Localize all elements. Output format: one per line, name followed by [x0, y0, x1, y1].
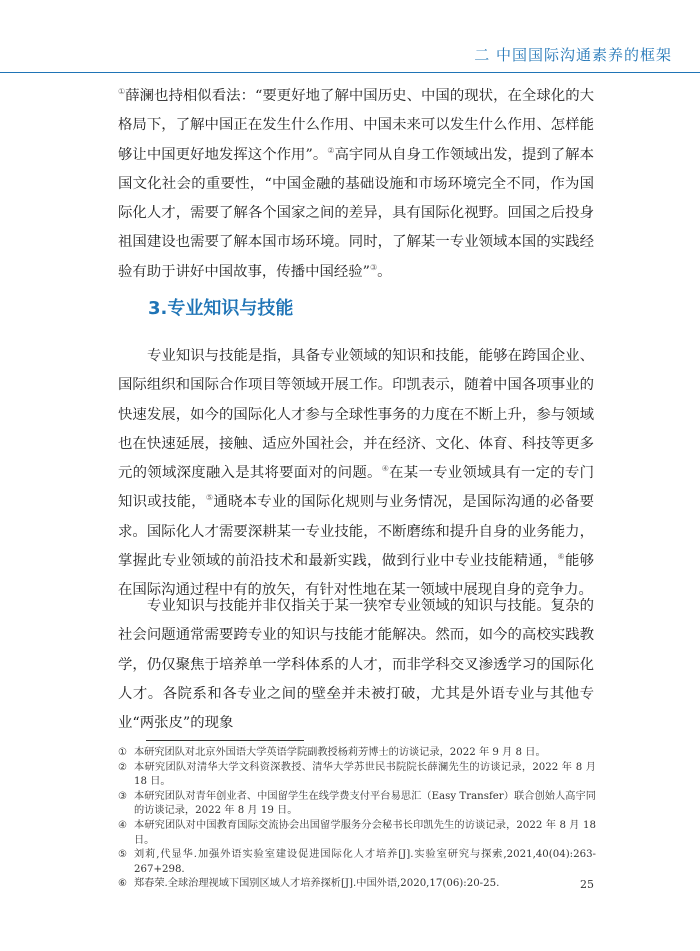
footnote-4-mark: ④ [118, 819, 128, 831]
footnote-3-mark: ③ [118, 790, 128, 802]
footnote-separator [146, 740, 304, 741]
footnote-1 [118, 746, 596, 761]
body-paragraph-2 [118, 342, 594, 606]
footnote-1-text: 本研究团队对北京外国语大学英语学院副教授杨莉芳博士的访谈记录，2022 年 9 月 8 日。 [134, 747, 546, 758]
footnote-6-mark: ⑥ [118, 878, 128, 890]
footnote-ref-4[interactable]: ④ [381, 464, 390, 474]
footnotes [118, 746, 596, 892]
footnote-3-text: 本研究团队对青年创业者、中国留学生在线学费支付平台易思汇（Easy Transfer）联合创始人高宇同的访谈记录，2022 年 8 月 19 日。 [134, 790, 596, 817]
footnote-1-mark: ① [118, 747, 128, 758]
footnote-2-text: 本研究团队对清华大学文科资深教授、清华大学苏世民书院院长薛澜先生的访谈记录，2022 年 8 月 18 日。 [134, 761, 596, 788]
paragraph-2-text-a: 专业知识与技能是指，具备专业领域的知识和技能，能够在跨国企业、国际组织和国际合作项目等领域开展工作。印凯表示，随着中国各项事业的快速发展，如今的国际化人才参与全球性事务的力度在不断上升，参与领域也在快速延展，接触、适应外国社会，并在经济、文化、体育、科技等更多元的领域深度融入是其将要面对的问题。 [118, 348, 594, 482]
footnote-5 [118, 848, 596, 877]
header-rule [0, 72, 700, 73]
running-header-title: 二 中国国际沟通素养的框架 [474, 46, 672, 64]
section-heading: 3.专业知识与技能 [148, 298, 294, 319]
body-paragraph-1 [118, 82, 594, 287]
footnote-2-mark: ② [118, 761, 128, 773]
footnote-ref-3[interactable]: ③ [370, 262, 378, 272]
paragraph-1-text-b: 高宇同从自身工作领域出发，提到了解本国文化社会的重要性，“中国金融的基础设施和市场环境完全不同，作为国际化人才，需要了解各个国家之间的差异，具有国际化视野。回国之后投身祖国建设也需要了解本国市场环境。同时，了解某一专业领域本国的实践经验有助于讲好中国故事，传播中国经验” [118, 146, 594, 280]
footnote-ref-2[interactable]: ② [327, 145, 335, 155]
paragraph-1-text-a: 薛澜也持相似看法：“要更好地了解中国历史、中国的现状，在全球化的大格局下，了解中国正在发生什么作用、中国未来可以发生什么作用、怎样能够让中国更好地发挥这个作用”。 [118, 88, 595, 163]
footnote-6-text: 郑春荣.全球治理视域下国别区域人才培养探析[J].中国外语,2020,17(06):20-25. [134, 878, 500, 890]
footnote-4-text: 本研究团队对中国教育国际交流协会出国留学服务分会秘书长印凯先生的访谈记录，2022 年 8 月 18 日。 [134, 819, 596, 846]
paragraph-2-text-b: 在某一专业领域具有一定的专门知识或技能， [118, 465, 594, 511]
footnote-ref-6[interactable]: ⑥ [557, 552, 565, 562]
footnote-4 [118, 819, 596, 848]
footnote-3 [118, 790, 596, 819]
page-number: 25 [580, 878, 594, 891]
body-paragraph-3: 专业知识与技能并非仅指关于某一狭窄专业领域的知识与技能。复杂的社会问题通常需要跨专业的知识与技能才能解决。然而，如今的高校实践教学，仍仅聚焦于培养单一学科体系的人才，而非学科交叉渗透学习的国际化人才。各院系和各专业之间的壁垒并未被打破，尤其是外语专业与其他专业“两张皮”的现象 [118, 598, 594, 732]
footnote-5-text: 刘莉,代显华.加强外语实验室建设促进国际化人才培养[J].实验室研究与探索,2021,40(04):263-267+298. [134, 849, 596, 875]
footnote-ref-1[interactable]: ① [118, 87, 126, 97]
footnote-5-mark: ⑤ [118, 849, 128, 861]
paragraph-2-text-d: 能够在国际沟通过程中有的放矢，有针对性地在某一领域中展现自身的竞争力。 [118, 553, 594, 599]
paragraph-2-text-c: 通晓本专业的国际化规则与业务情况，是国际沟通的必备要求。国际化人才需要深耕某一专业技能，不断磨练和提升自身的业务能力，掌握此专业领域的前沿技术和最新实践，做到行业中专业技能精通， [118, 494, 594, 570]
footnote-2 [118, 761, 596, 790]
footnote-ref-5[interactable]: ⑤ [205, 493, 214, 503]
footnote-6 [118, 877, 596, 892]
paragraph-1-text-c: 。 [377, 263, 392, 280]
